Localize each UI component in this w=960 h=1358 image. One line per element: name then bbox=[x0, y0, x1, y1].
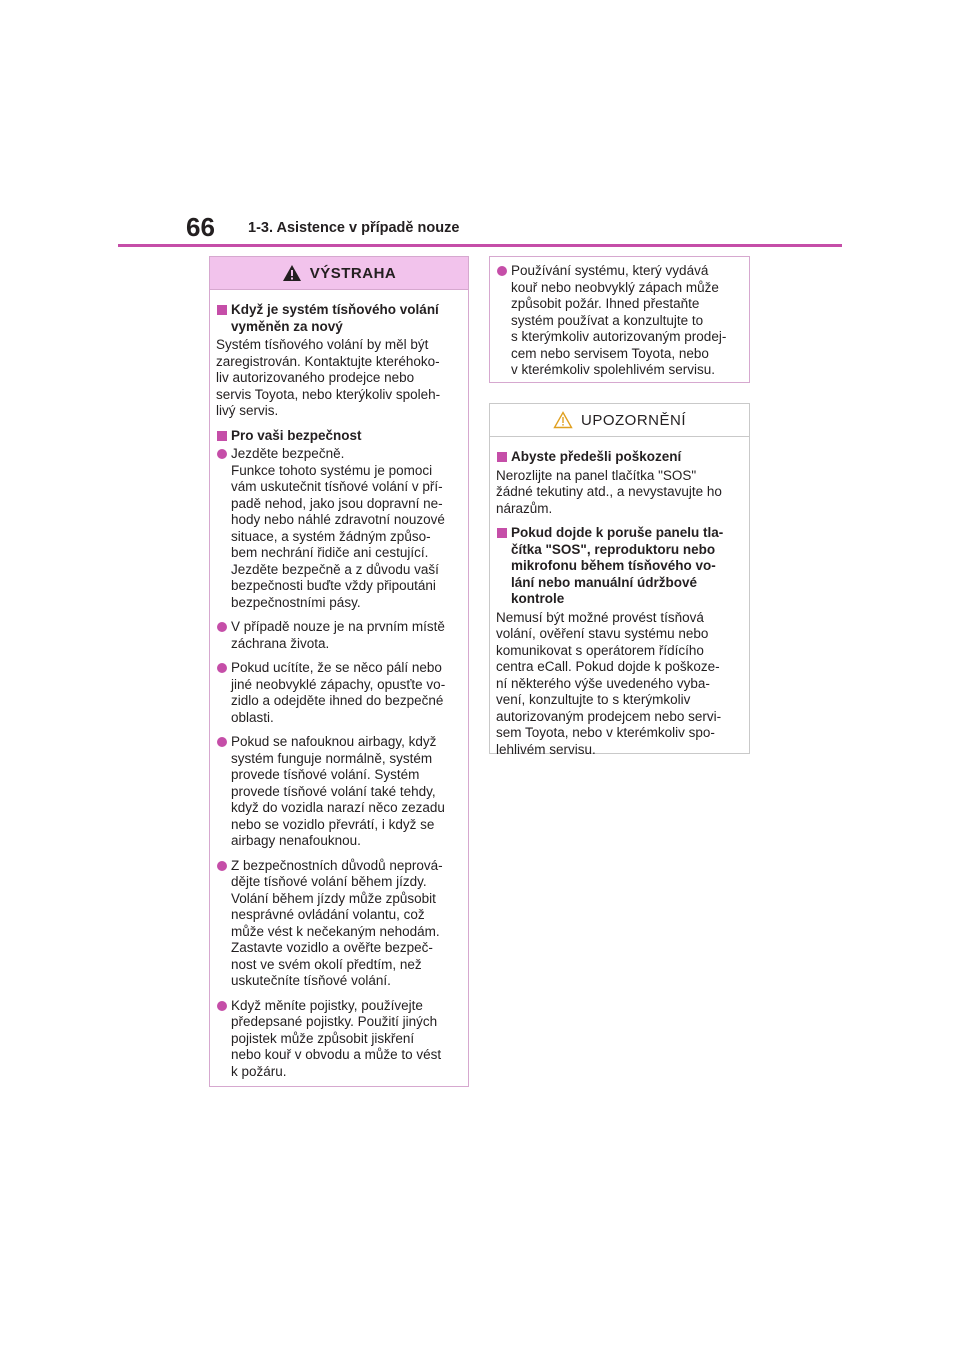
section-heading: Když je systém tísňového volání vyměněn za nový bbox=[216, 302, 460, 335]
warning-continued-box bbox=[489, 256, 750, 383]
page-number: 66 bbox=[186, 212, 215, 242]
section-heading: Pro vaši bezpečnost bbox=[216, 428, 460, 445]
caution-title: UPOZORNĚNÍ bbox=[580, 411, 686, 429]
list-item: Jezděte bezpečně. Funkce tohoto systému je pomoci vám uskutečnit tísňové volání v pří- padě nehod, jako jsou dopravní ne- hody nebo náhlé zdravotní nouzové situace, a systém žádným způso- bem nechrání řidiče ani cestující. Jezděte bezpečně a z důvodu vaší bezpečnosti buďte vždy připoutáni bezpečnostními pásy. bbox=[216, 446, 460, 611]
section-paragraph: Nerozlijte na panel tlačítka "SOS" žádné tekutiny atd., a nevystavujte ho nárazům. bbox=[496, 467, 722, 516]
section-heading: Pokud dojde k poruše panelu tla- čítka "SOS", reproduktoru nebo mikrofonu během tísňového vo- lání nebo manuální údržbové kontrole bbox=[496, 525, 741, 608]
round-bullet-icon bbox=[497, 266, 507, 276]
list-item: Když měníte pojistky, používejte předepsané pojistky. Použití jiných pojistek může způsobit jiskření nebo kouř v obvodu a může to vést k požáru. bbox=[216, 998, 460, 1081]
caution-header bbox=[490, 404, 749, 437]
caution-content bbox=[490, 437, 749, 758]
list-item: Používání systému, který vydává kouř nebo neobvyklý zápach může způsobit požár. Ihned přestaňte systém používat a konzultujte to s kterýmkoliv autorizovaným prodej- cem nebo servisem Toyota, nebo v kterémkoliv spolehlivém servisu. bbox=[496, 263, 741, 379]
round-bullet-icon bbox=[217, 737, 227, 747]
square-bullet-icon bbox=[497, 452, 507, 462]
square-bullet-icon bbox=[217, 431, 227, 441]
header-divider bbox=[118, 244, 842, 247]
warning-content bbox=[210, 290, 468, 1080]
round-bullet-icon bbox=[217, 622, 227, 632]
warning-title: VÝSTRAHA bbox=[309, 264, 397, 282]
round-bullet-icon bbox=[217, 663, 227, 673]
warning-box bbox=[209, 256, 469, 1087]
section-title: 1-3. Asistence v případě nouze bbox=[248, 220, 460, 236]
list-item: Z bezpečnostních důvodů neprová- dějte tísňové volání během jízdy. Volání během jízdy může způsobit nesprávné ovládání volantu, což může vést k nečekaným nehodám. Zastavte vozidlo a ověřte bezpeč- nost ve svém okolí předtím, než uskutečníte tísňové volání. bbox=[216, 858, 460, 990]
list-item: Pokud ucítíte, že se něco pálí nebo jiné neobvyklé zápachy, opusťte vo- zidlo a odejděte ihned do bezpečné oblasti. bbox=[216, 660, 460, 726]
round-bullet-icon bbox=[217, 861, 227, 871]
caution-box bbox=[489, 403, 750, 757]
section-paragraph: Systém tísňového volání by měl být zaregistrován. Kontaktujte kteréhoko- liv autorizovaného prodejce nebo servis Toyota, nebo kterýkoliv spoleh- livý servis. bbox=[216, 337, 441, 418]
list-item: Pokud se nafouknou airbagy, když systém funguje normálně, systém provede tísňové volání. Systém provede tísňové volání také tehdy, když do vozidla narazí něco zezadu nebo se vozidlo převrátí, i když se airbagy nenafouknou. bbox=[216, 734, 460, 850]
section-heading: Abyste předešli poškození bbox=[496, 449, 741, 466]
warning-header bbox=[210, 257, 468, 290]
square-bullet-icon bbox=[497, 528, 507, 538]
section-paragraph: Nemusí být možné provést tísňová volání, ověření stavu systému nebo komunikovat s operátorem řídícího centra eCall. Pokud dojde k poškoze- ní některého výše uvedeného vyba- vení, konzultujte to s kterýmkoliv autorizovaným prodejcem nebo servi- sem Toyota, nebo v kterémkoliv spo- lehlivém servisu. bbox=[496, 609, 722, 757]
round-bullet-icon bbox=[217, 1001, 227, 1011]
warning-triangle-icon bbox=[282, 264, 302, 282]
round-bullet-icon bbox=[217, 449, 227, 459]
square-bullet-icon bbox=[217, 305, 227, 315]
list-item: V případě nouze je na prvním místě záchrana života. bbox=[216, 619, 460, 652]
caution-triangle-icon bbox=[553, 411, 573, 429]
